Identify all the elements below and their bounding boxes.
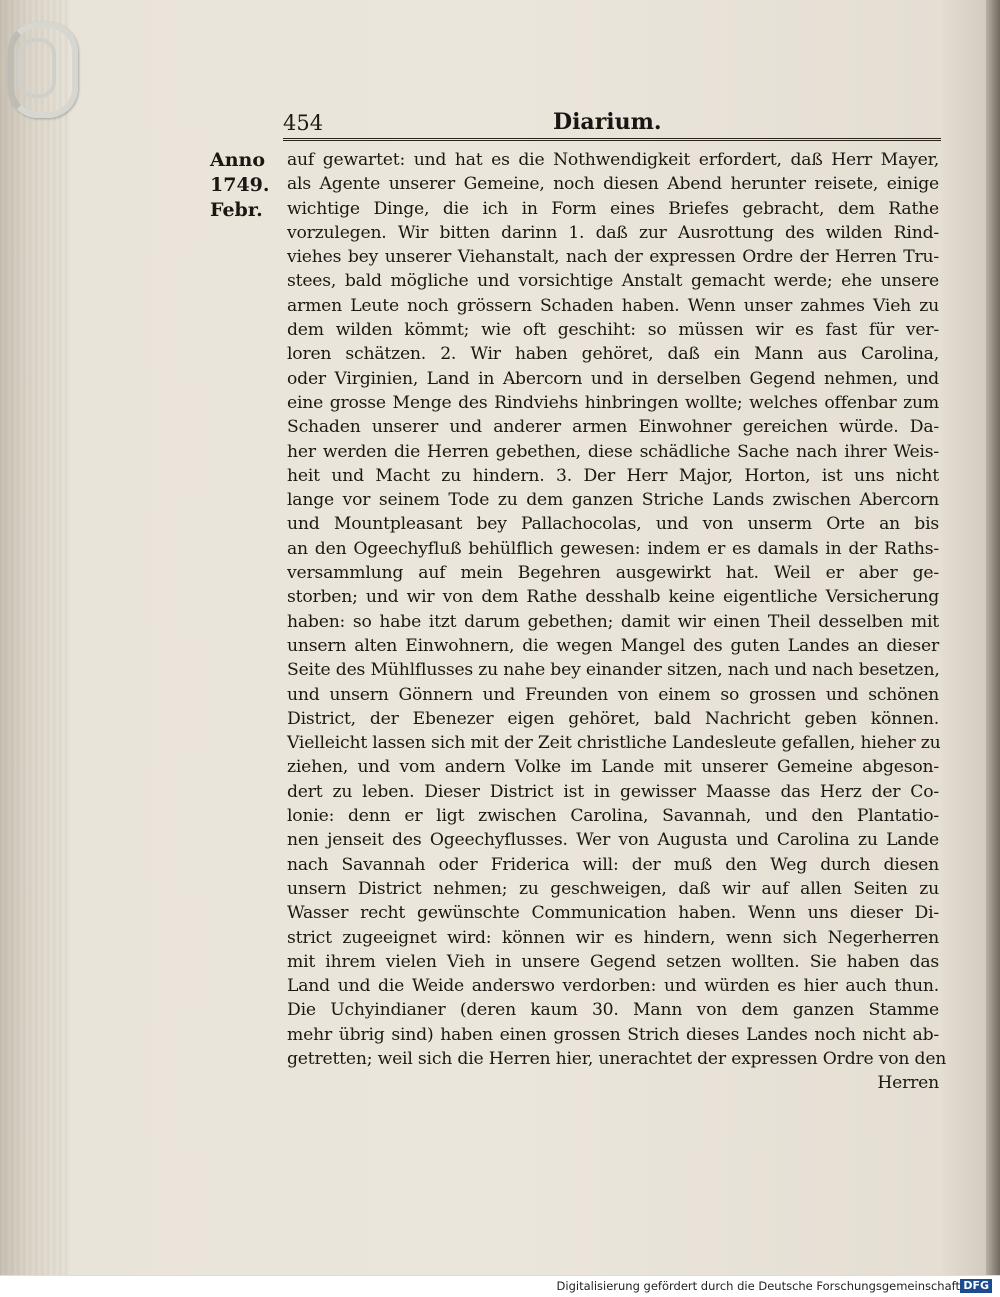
catchword: Herren [877,1073,939,1094]
text-line: nach Savannah oder Friderica will: der muß den Weg durch diesen [287,854,939,875]
text-line: Wasser recht gewünschte Communication haben. Wenn uns dieser Di- [287,903,939,924]
text-line: unsern alten Einwohnern, die wegen Mangel des guten Landes an dieser [287,635,939,656]
margin-note-line: Anno [210,149,266,171]
margin-note-line: Febr. [210,199,263,221]
text-line: Schaden unserer und anderer armen Einwohner gereichen würde. Da- [287,417,939,438]
footer-credit: Digitalisierung gefördert durch die Deutsche Forschungsgemeinschaft [556,1279,960,1293]
text-line: loren schätzen. 2. Wir haben gehöret, daß ein Mann aus Carolina, [287,344,939,365]
paper-clip-inner-icon [18,38,56,98]
text-line: als Agente unserer Gemeine, noch diesen Abend herunter reisete, einige [287,174,939,195]
text-line: wichtige Dinge, die ich in Form eines Briefes gebracht, dem Rathe [287,198,939,219]
page-number: 454 [283,111,324,135]
book-spine [0,0,70,1275]
running-title: Diarium. [553,109,662,135]
footer-bar [0,1275,1000,1297]
text-line: auf gewartet: und hat es die Nothwendigkeit erfordert, daß Herr Mayer, [287,150,939,170]
text-line: getretten; weil sich die Herren hier, unerachtet der expressen Ordre von den [287,1048,947,1069]
text-line: nen jenseit des Ogeechyflusses. Wer von Augusta und Carolina zu Lande [287,830,939,851]
text-line: vorzulegen. Wir bitten darinn 1. daß zur Ausrottung des wilden Rind- [287,222,939,243]
margin-note-line: 1749. [210,174,270,196]
text-line: mit ihrem vielen Vieh in unsere Gegend setzen wollten. Sie haben das [287,951,939,972]
text-line: Seite des Mühlflusses zu nahe bey einander sitzen, nach und nach besetzen, [287,660,940,681]
text-line: District, der Ebenezer eigen gehöret, bald Nachricht geben können. [287,708,939,729]
text-line: strict zugeeignet wird: können wir es hindern, wenn sich Negerherren [287,927,939,948]
text-line: oder Virginien, Land in Abercorn und in derselben Gegend nehmen, und [287,368,939,389]
text-line: und Mountpleasant bey Pallachocolas, und von unserm Orte an bis [287,514,939,535]
page-header [283,105,943,139]
body-text [287,148,947,1096]
text-line: armen Leute noch grössern Schaden haben. Wenn unser zahmes Vieh zu [287,295,939,316]
text-line: versammlung auf mein Begehren ausgewirkt hat. Weil er aber ge- [287,563,939,584]
margin-note [210,148,280,223]
text-line: lange vor seinem Tode zu dem ganzen Striche Lands zwischen Abercorn [287,490,939,511]
text-line: ziehen, und vom andern Volke im Lande mit unserer Gemeine abgeson- [287,757,939,778]
text-line: heit und Macht zu hindern. 3. Der Herr Major, Horton, ist uns nicht [287,465,939,486]
page-edge-shadow [986,0,1000,1275]
text-line: haben: so habe itzt darum gebethen; damit wir einen Theil desselben mit [287,611,939,632]
header-rule [283,138,941,141]
dfg-logo: DFG [960,1279,992,1293]
text-line: lonie: denn er ligt zwischen Carolina, Savannah, und den Plantatio- [287,806,939,827]
text-line: stees, bald mögliche und vorsichtige Anstalt gemacht werde; ehe unsere [287,271,939,292]
text-line: storben; und wir von dem Rathe desshalb keine eigentliche Versicherung [287,587,939,608]
text-line: Land und die Weide anderswo verdorben: und würden es hier auch thun. [287,976,939,997]
text-line: Vielleicht lassen sich mit der Zeit christliche Landesleute gefallen, hieher zu [287,733,941,754]
text-line: viehes bey unserer Viehanstalt, nach der expressen Ordre der Herren Tru- [287,247,939,268]
text-line: unsern District nehmen; zu geschweigen, daß wir auf allen Seiten zu [287,878,939,899]
text-line: eine grosse Menge des Rindviehs hinbringen wollte; welches offenbar zum [287,392,939,413]
text-line: her werden die Herren gebethen, diese schädliche Sache nach ihrer Weis- [287,441,939,462]
text-line: mehr übrig sind) haben einen grossen Strich dieses Landes noch nicht ab- [287,1024,939,1045]
text-line: Die Uchyindianer (deren kaum 30. Mann von dem ganzen Stamme [287,1000,939,1021]
text-line: dem wilden kömmt; wie oft geschiht: so müssen wir es fast für ver- [287,320,939,341]
text-line: an den Ogeechyfluß behülflich gewesen: indem er es damals in der Raths- [287,538,939,559]
text-line: dert zu leben. Dieser District ist in gewisser Maasse das Herz der Co- [287,781,939,802]
text-line: und unsern Gönnern und Freunden von einem so grossen und schönen [287,684,939,705]
